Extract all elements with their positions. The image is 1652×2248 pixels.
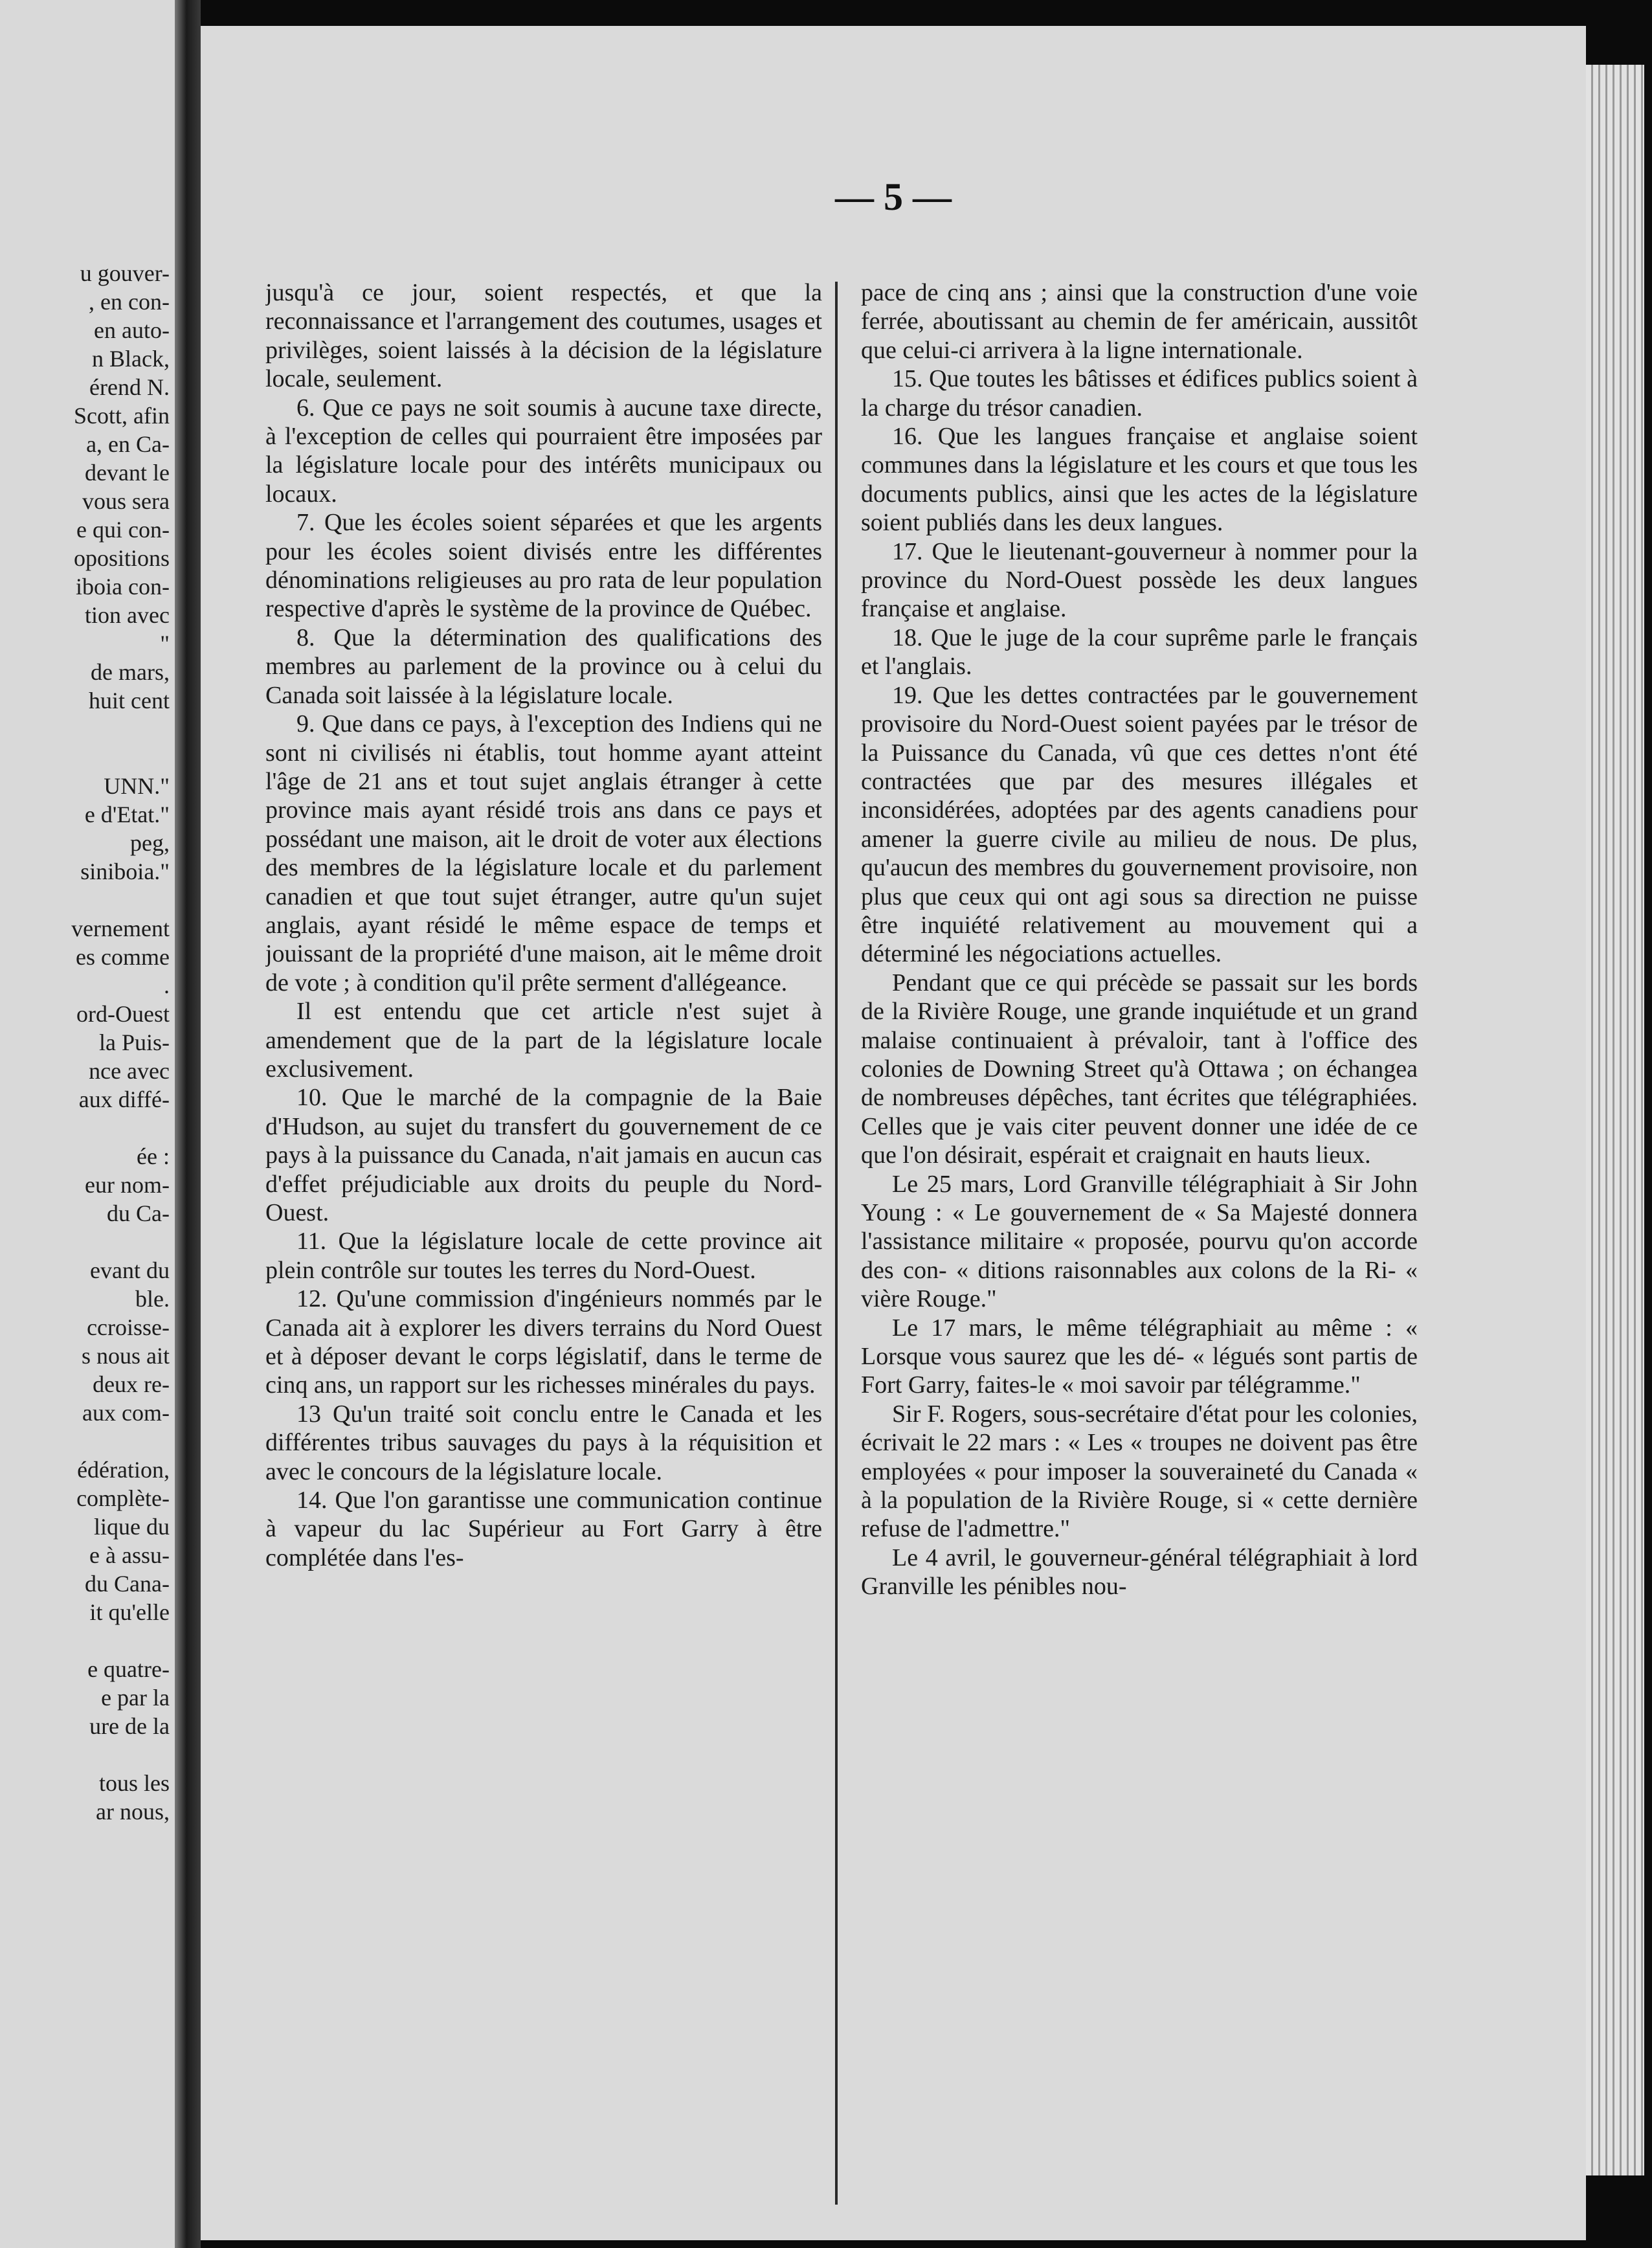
- paragraph: jusqu'à ce jour, soient respectés, et que la reconnaissance et l'arrangement des coutumes, usages et privilèges, soient laissés à la décision de la législature locale, seulement.: [265, 279, 822, 393]
- paragraph: 17. Que le lieutenant-gouverneur à nommer pour la province du Nord-Ouest possède les deux langues française et anglaise.: [861, 537, 1418, 623]
- paragraph: 19. Que les dettes contractées par le gouvernement provisoire du Nord-Ouest soient payées par le trésor de la Puissance du Canada, vû que ces dettes n'ont été contractées que par des mesures illégales et inconsidérées, adoptées par des agents canadiens pour amener la guerre civile au milieu de nous. De plus, qu'aucun des membres du gouvernement provisoire, non plus que ceux qui ont agi sous sa direction ne puisse être inquiété relativement au mouvement qui a déterminé les négociations actuelles.: [861, 681, 1418, 968]
- paragraph: Il est entendu que cet article n'est sujet à amendement que de la part de la législature locale exclusivement.: [265, 998, 822, 1083]
- paragraph: Le 25 mars, Lord Granville télégraphiait à Sir John Young : « Le gouvernement de « Sa Majesté donnera l'assistance militaire « proposée, pourvu qu'on accorde des con- « ditions raisonnables aux colons de la Ri- « vière Rouge.": [861, 1170, 1418, 1313]
- paragraph: 9. Que dans ce pays, à l'exception des Indiens qui ne sont ni civilisés ni établis, tout homme ayant atteint l'âge de 21 ans et tout sujet anglais étranger à cette province mais ayant résidé trois ans dans ce pays et possédant une maison, ait le droit de voter aux élections des membres de la législature locale et du parlement canadien et que tout sujet étranger, autre qu'un sujet anglais, ayant résidé le même espace de temps et jouissant de la propriété d'une maison, ait le même droit de vote ; à condition qu'il prête serment d'allégeance.: [265, 710, 822, 996]
- paragraph: 6. Que ce pays ne soit soumis à aucune taxe directe, à l'exception de celles qui pourraient être imposées par la législature locale pour des intérêts municipaux ou locaux.: [265, 394, 822, 508]
- paragraph: pace de cinq ans ; ainsi que la construction d'une voie ferrée, aboutissant au chemin de fer américain, aussitôt que celui-ci arrivera à la ligne internationale.: [861, 279, 1418, 364]
- paragraph: 10. Que le marché de la compagnie de la Baie d'Hudson, au sujet du transfert du gouvernement de ce pays à la puissance du Canada, n'ait jamais en aucun cas d'effet préjudiciable aux droits du peuple du Nord-Ouest.: [265, 1084, 822, 1226]
- paragraph: Le 4 avril, le gouverneur-général télégraphiait à lord Granville les pénibles nou-: [861, 1544, 1418, 1601]
- paragraph: 11. Que la législature locale de cette province ait plein contrôle sur toutes les terres du Nord-Ouest.: [265, 1228, 822, 1284]
- previous-page-fragment: [0, 0, 175, 2248]
- paragraph: 7. Que les écoles soient séparées et que les argents pour les écoles soient divisés entre les différentes dénominations religieuses au pro rata de leur population respective d'après le système de la province de Québec.: [265, 509, 822, 623]
- paragraph: Sir F. Rogers, sous-secrétaire d'état pour les colonies, écrivait le 22 mars : « Les « troupes ne doivent pas être employées « pour imposer la souveraineté du Canada « à la population de la Rivière Rouge, si « cette dernière refuse de l'admettre.": [861, 1400, 1418, 1543]
- right-column: [861, 278, 1418, 2208]
- column-rule: [835, 282, 838, 2205]
- paragraph: 15. Que toutes les bâtisses et édifices publics soient à la charge du trésor canadien.: [861, 365, 1418, 422]
- paragraph: Pendant que ce qui précède se passait sur les bords de la Rivière Rouge, une grande inquiétude et un grand malaise continuaient à prévaloir, tant à l'office des colonies de Downing Street qu'à Ottawa ; on échangea de nombreuses dépêches, tant écrites que télégraphiées. Celles que je vais citer peuvent donner une idée de ce que l'on désirait, espérait et craignait en hauts lieux.: [861, 969, 1418, 1169]
- previous-page-text: u gouver- , en con- en auto- n Black, érend N. Scott, afin a, en Ca- devant le vous sera e qui con- opositions iboia con- tion avec " de mars, huit cent UNN." e d'Etat." peg, siniboia." vernement es comme . ord-Ouest la Puis- nce avec aux diffé- ée : eur nom- du Ca- evant du ble. ccroisse- s nous ait deux re- aux com- édération, complète- lique du e à assu- du Cana- it qu'elle e quatre- e par la ure de la tous les ar nous,: [71, 260, 170, 1825]
- page-edges: [1586, 65, 1644, 2175]
- paragraph: 14. Que l'on garantisse une communication continue à vapeur du lac Supérieur au Fort Garry à être complétée dans l'es-: [265, 1487, 822, 1571]
- paragraph: 13 Qu'un traité soit conclu entre le Canada et les différentes tribus sauvages du pays à la réquisition et avec le concours de la législature locale.: [265, 1400, 822, 1485]
- document-page: [201, 26, 1586, 2240]
- left-column: [265, 278, 822, 2208]
- paragraph: 16. Que les langues française et anglaise soient communes dans la législature et les cours et que tous les documents publics, ainsi que les actes de la législature soient publiés dans les deux langues.: [861, 423, 1418, 537]
- page-number: — 5 —: [835, 175, 952, 218]
- paragraph: 8. Que la détermination des qualifications des membres au parlement de la province ou à celui du Canada soit laissée à la législature locale.: [265, 624, 822, 709]
- book-gutter: [175, 0, 201, 2248]
- paragraph: Le 17 mars, le même télégraphiait au même : « Lorsque vous saurez que les dé- « légués sont partis de Fort Garry, faites-le « moi savoir par télégramme.": [861, 1314, 1418, 1399]
- paragraph: 18. Que le juge de la cour suprême parle le français et l'anglais.: [861, 624, 1418, 680]
- paragraph: 12. Qu'une commission d'ingénieurs nommés par le Canada ait à explorer les divers terrains du Nord Ouest et à déposer devant le corps législatif, dans le terme de cinq ans, un rapport sur les richesses minérales du pays.: [265, 1285, 822, 1399]
